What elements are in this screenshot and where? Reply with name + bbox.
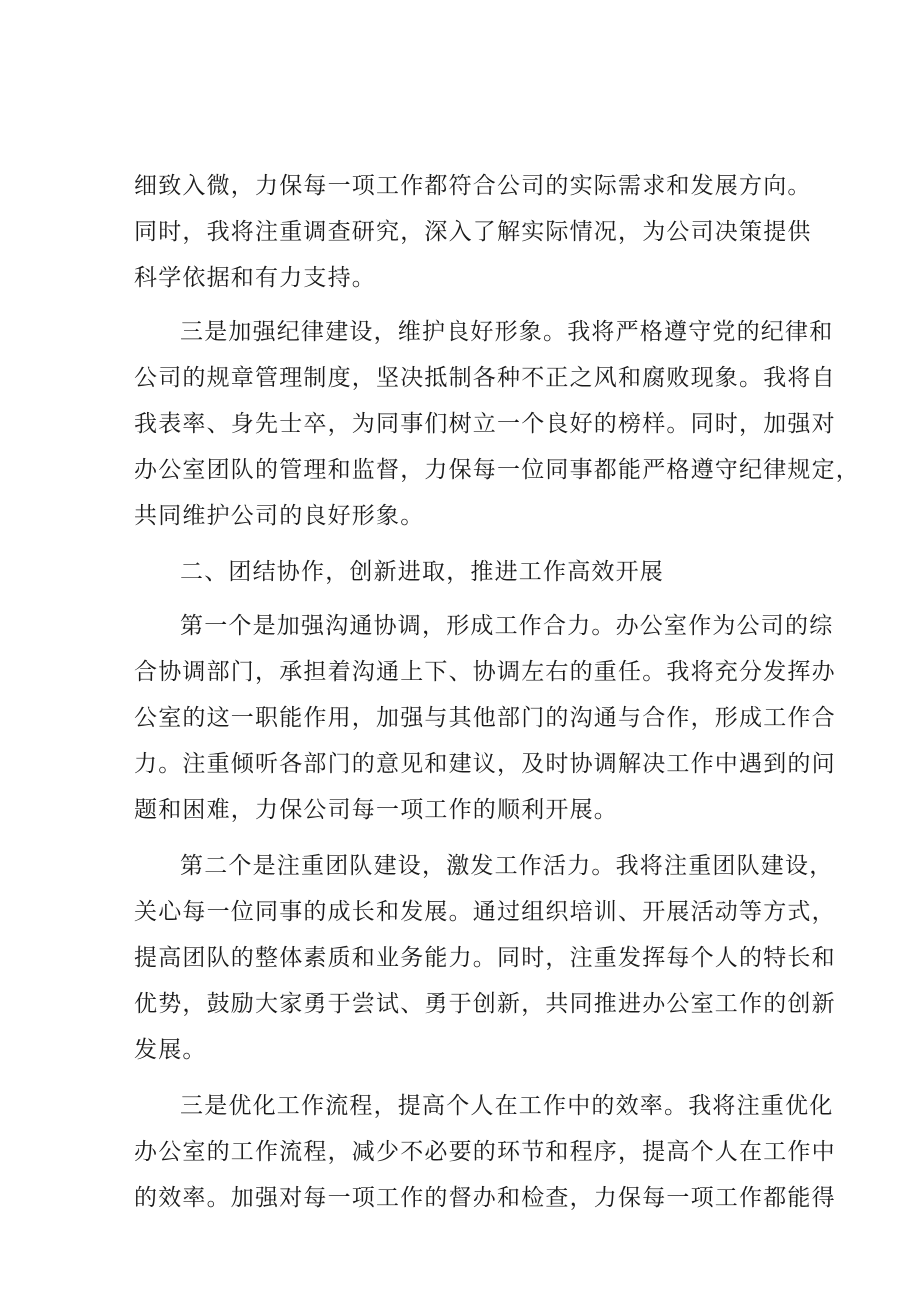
text-line: 办公室团队的管理和监督，力保每一位同事都能严格遵守纪律规定， [134,457,860,483]
text-line: 第一个是加强沟通协调，形成工作合力。办公室作为公司的综 [180,613,834,639]
text-line: 提高团队的整体素质和业务能力。同时，注重发挥每个人的特长和 [134,945,836,971]
text-line: 题和困难，力保公司每一项工作的顺利开展。 [134,797,618,823]
paragraph-4 [134,843,836,1073]
text-line: 的效率。加强对每一项工作的督办和检查，力保每一项工作都能得 [134,1185,836,1211]
paragraph-2 [134,309,860,539]
document-body [134,163,860,1221]
text-line: 第二个是注重团队建设，激发工作活力。我将注重团队建设， [180,853,834,879]
section-heading [134,549,798,595]
text-line: 办公室的工作流程，减少不必要的环节和程序，提高个人在工作中 [134,1139,836,1165]
text-line: 公司的规章管理制度，坚决抵制各种不正之风和腐败现象。我将自 [134,365,836,391]
text-line: 三是加强纪律建设，维护良好形象。我将严格遵守党的纪律和 [180,319,834,345]
text-line: 共同维护公司的良好形象。 [134,503,425,529]
text-line: 同时，我将注重调查研究，深入了解实际情况，为公司决策提供 [134,219,812,245]
paragraph-5 [134,1083,836,1221]
text-line: 我表率、身先士卒，为同事们树立一个良好的榜样。同时，加强对 [134,411,836,437]
text-line: 合协调部门，承担着沟通上下、协调左右的重任。我将充分发挥办 [134,659,836,685]
text-line: 优势，鼓励大家勇于尝试、勇于创新，共同推进办公室工作的创新 [134,991,836,1017]
text-line: 关心每一位同事的成长和发展。通过组织培训、开展活动等方式， [134,899,836,925]
section-heading-text: 二、团结协作，创新进取，推进工作高效开展 [180,559,664,585]
text-line: 三是优化工作流程，提高个人在工作中的效率。我将注重优化 [180,1093,834,1119]
text-line: 细致入微，力保每一项工作都符合公司的实际需求和发展方向。 [134,173,812,199]
text-line: 力。注重倾听各部门的意见和建议，及时协调解决工作中遇到的问 [134,751,836,777]
text-line: 公室的这一职能作用，加强与其他部门的沟通与合作，形成工作合 [134,705,836,731]
text-line: 发展。 [134,1037,207,1063]
text-line: 科学依据和有力支持。 [134,265,376,291]
paragraph-3 [134,603,836,833]
paragraph-1 [134,163,812,301]
